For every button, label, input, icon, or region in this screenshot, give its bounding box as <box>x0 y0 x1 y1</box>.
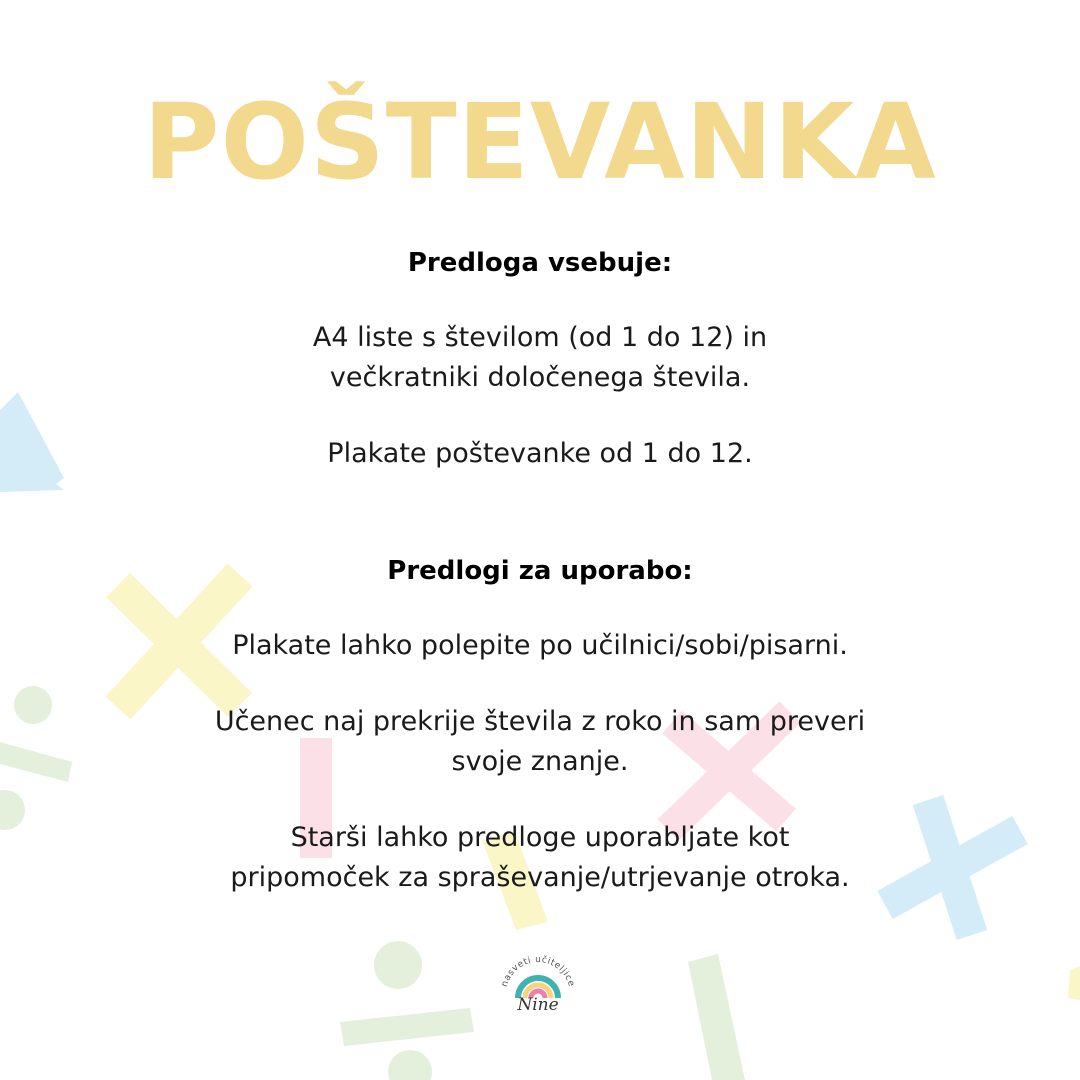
svg-text:Nine: Nine <box>517 995 559 1015</box>
contents-item-1-line-1: A4 liste s številom (od 1 do 12) in <box>312 322 768 353</box>
contents-item-2: Plakate poštevanke od 1 do 12. <box>327 438 753 469</box>
page-title: POŠTEVANKA <box>143 81 937 203</box>
suggestion-item-3-line-2: pripomoček za spraševanje/utrjevanje otroka. <box>230 862 850 893</box>
svg-text:nasveti učiteljice: nasveti učiteljice <box>499 954 577 989</box>
suggestion-item-1: Plakate lahko polepite po učilnici/sobi/pisarni. <box>232 630 848 661</box>
contents-item-1-line-2: večkratniki določenega števila. <box>329 362 751 393</box>
rainbow-logo <box>498 948 578 1018</box>
suggestion-item-2-line-2: svoje znanje. <box>451 746 629 777</box>
suggestion-item-3-line-1: Starši lahko predloge uporabljate kot <box>290 822 790 853</box>
suggestions-heading: Predlogi za uporabo: <box>387 556 693 586</box>
contents-heading: Predloga vsebuje: <box>407 248 673 278</box>
green-divide-bottom-icon <box>340 941 474 1080</box>
suggestion-item-2-line-1: Učenec naj prekrije števila z roko in sam preveri <box>214 706 866 737</box>
yellow-sliver-icon <box>1068 966 1080 1000</box>
green-bar-icon <box>688 954 745 1080</box>
